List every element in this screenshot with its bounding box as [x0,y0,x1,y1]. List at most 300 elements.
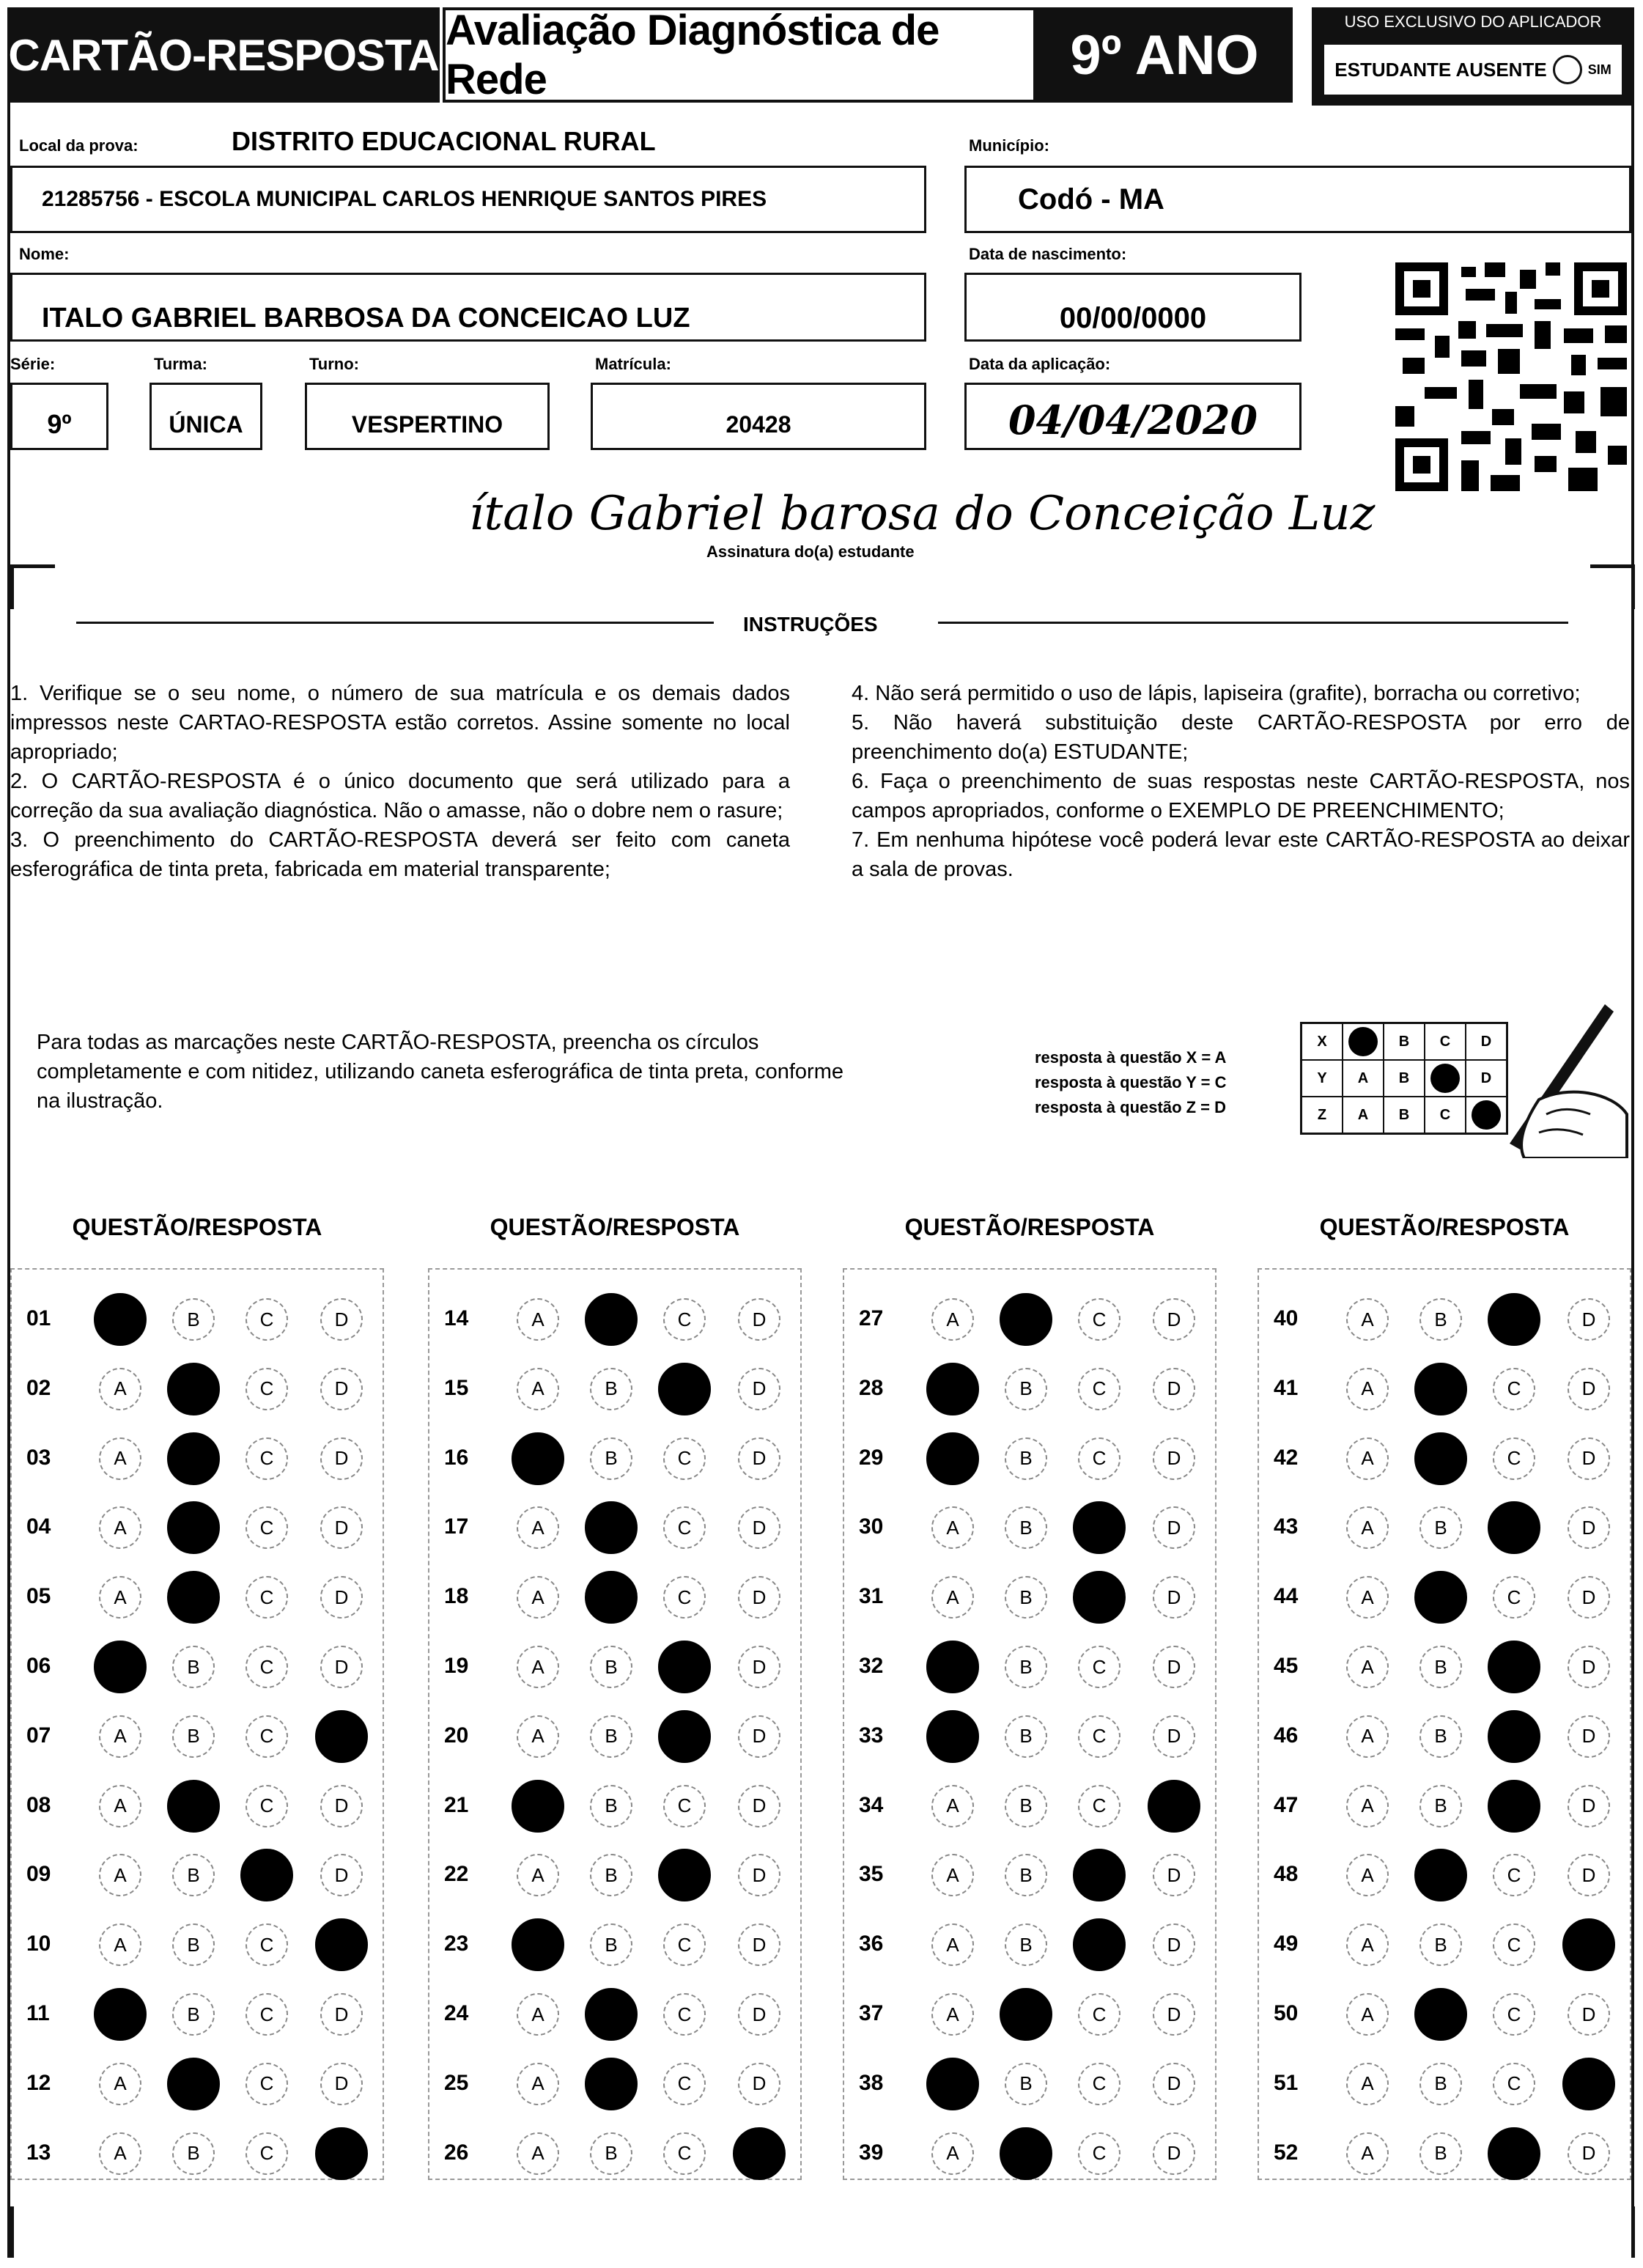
answer-bubble[interactable] [172,1854,215,1896]
answer-bubble[interactable] [1493,2063,1535,2105]
answer-bubble[interactable] [245,1368,288,1410]
answer-bubble[interactable] [245,2132,288,2175]
answer-option-letter: B [1434,1516,1447,1539]
answer-bubble[interactable] [1346,1437,1389,1480]
answer-bubble[interactable] [245,1646,288,1688]
answer-bubble[interactable] [1568,1854,1610,1896]
answer-option-letter: D [1167,2072,1181,2095]
answer-bubble[interactable] [1346,1646,1389,1688]
answer-bubble[interactable] [738,1923,780,1966]
answer-bubble[interactable] [1078,1298,1120,1341]
answer-bubble-filled[interactable] [585,2058,638,2110]
example-filled-dot [1348,1027,1378,1056]
answer-bubble[interactable] [517,2132,559,2175]
answer-bubble-filled[interactable] [1488,1710,1540,1763]
answer-bubble-filled[interactable] [1000,1293,1052,1346]
example-option: C [1439,1033,1451,1050]
answer-option-letter: D [752,1447,767,1470]
answer-bubble[interactable] [1346,1576,1389,1619]
question-number: 19 [444,1654,469,1678]
answer-bubble[interactable] [1493,1437,1535,1480]
answer-bubble-filled[interactable] [926,1641,979,1693]
answer-bubble[interactable] [738,2063,780,2105]
answer-option-letter: B [1019,1655,1033,1678]
answer-bubble[interactable] [738,1785,780,1827]
answer-bubble-filled[interactable] [1562,1918,1615,1971]
instruction-5: 5. Não haverá substituição deste CARTÃO-RESPOSTA por erro de preenchimento do(a) ESTUDANTE; [852,711,1630,764]
answer-bubble[interactable] [1419,1785,1462,1827]
answer-option-letter: A [531,1863,544,1886]
card-title: CARTÃO-RESPOSTA [7,7,440,103]
answer-bubble-filled[interactable] [167,2058,220,2110]
answer-option-letter: C [1092,1725,1107,1748]
question-number: 10 [26,1932,51,1956]
answer-option-letter: A [531,2072,544,2095]
answer-bubble-filled[interactable] [512,1780,564,1833]
example-filled-dot [1430,1064,1460,1093]
answer-option-letter: C [1092,1308,1107,1330]
answer-bubble[interactable] [1419,1506,1462,1549]
answer-bubble[interactable] [245,1506,288,1549]
answer-bubble[interactable] [1568,1715,1610,1758]
answer-bubble[interactable] [245,1785,288,1827]
answer-bubble[interactable] [320,1368,363,1410]
example-option: B [1398,1069,1410,1086]
answer-bubble[interactable] [738,1437,780,1480]
answer-bubble[interactable] [738,1993,780,2036]
answer-bubble[interactable] [1346,1298,1389,1341]
answer-bubble-filled[interactable] [1000,2127,1052,2180]
answer-bubble[interactable] [1153,1854,1195,1896]
answer-bubble[interactable] [99,1785,141,1827]
answer-option-letter: B [1019,1863,1033,1886]
answer-bubble-filled[interactable] [315,2127,368,2180]
answer-bubble[interactable] [172,2132,215,2175]
answer-option-letter: D [1581,1794,1596,1817]
answer-bubble[interactable] [245,1576,288,1619]
answer-bubble[interactable] [590,1646,632,1688]
answer-bubble[interactable] [1568,1368,1610,1410]
answer-bubble[interactable] [1493,1923,1535,1966]
answer-bubble[interactable] [245,2063,288,2105]
example-row [1302,1097,1507,1134]
answer-bubble[interactable] [931,1923,974,1966]
answer-bubble[interactable] [738,1715,780,1758]
question-number: 16 [444,1445,469,1470]
answer-bubble[interactable] [738,1854,780,1896]
answer-bubble[interactable] [1078,2132,1120,2175]
answer-bubble-filled[interactable] [94,1641,147,1693]
answer-bubble-filled[interactable] [1414,1849,1467,1901]
answer-bubble[interactable] [99,2132,141,2175]
question-number: 15 [444,1375,469,1400]
answer-bubble[interactable] [1078,1646,1120,1688]
instr-rule-left [76,622,714,624]
answer-bubble[interactable] [1005,2063,1047,2105]
question-number: 30 [859,1514,884,1539]
answer-bubble[interactable] [1005,1437,1047,1480]
municipio-field [964,166,1631,233]
signature-label: Assinatura do(a) estudante [706,542,915,561]
answer-bubble[interactable] [1153,2063,1195,2105]
answer-bubble[interactable] [1153,1298,1195,1341]
answer-bubble[interactable] [1078,1437,1120,1480]
answer-bubble[interactable] [1568,1646,1610,1688]
answer-bubble[interactable] [1078,2063,1120,2105]
answer-bubble[interactable] [99,1437,141,1480]
example-legend-z: resposta à questão Z = D [1035,1098,1227,1116]
answer-bubble-filled[interactable] [512,1432,564,1485]
answer-option-letter: C [259,1586,274,1608]
answer-bubble-filled[interactable] [240,1849,293,1901]
answer-bubble[interactable] [1568,1506,1610,1549]
absent-label: ESTUDANTE AUSENTE [1334,58,1547,81]
answer-bubble[interactable] [1346,1854,1389,1896]
answer-bubble[interactable] [663,2063,706,2105]
answer-bubble[interactable] [931,1854,974,1896]
answer-bubble[interactable] [738,1298,780,1341]
answer-bubble[interactable] [320,1854,363,1896]
answer-bubble[interactable] [1568,1437,1610,1480]
answer-bubble[interactable] [1346,2132,1389,2175]
answer-option-letter: D [1167,1516,1181,1539]
answer-bubble-filled[interactable] [658,1849,711,1901]
answer-bubble[interactable] [1153,1506,1195,1549]
answer-bubble[interactable] [1153,1368,1195,1410]
answer-bubble[interactable] [590,1923,632,1966]
answer-bubble[interactable] [1568,1993,1610,2036]
question-number: 49 [1274,1932,1299,1956]
answer-bubble-filled[interactable] [167,1363,220,1415]
question-number: 52 [1274,2140,1299,2165]
absent-bubble[interactable] [1553,55,1582,84]
answer-bubble[interactable] [517,1368,559,1410]
answer-bubble-filled[interactable] [585,1293,638,1346]
answer-bubble[interactable] [931,1298,974,1341]
answer-bubble[interactable] [663,1437,706,1480]
answer-option-letter: A [1361,1377,1374,1400]
answer-option-letter: B [187,2142,200,2165]
answer-bubble-filled[interactable] [1488,1501,1540,1554]
question-number: 39 [859,2140,884,2165]
answer-bubble-filled[interactable] [585,1571,638,1624]
question-number: 22 [444,1862,469,1887]
answer-bubble[interactable] [738,1646,780,1688]
answer-bubble-filled[interactable] [926,1432,979,1485]
answer-bubble[interactable] [517,1298,559,1341]
answer-bubble[interactable] [1346,1923,1389,1966]
answer-bubble[interactable] [931,1576,974,1619]
answer-bubble[interactable] [172,1646,215,1688]
answer-bubble[interactable] [590,1368,632,1410]
answer-bubble[interactable] [517,1715,559,1758]
answer-bubble[interactable] [99,1715,141,1758]
answer-bubble[interactable] [1419,2063,1462,2105]
example-row-label: Y [1302,1060,1343,1097]
answer-bubble-filled[interactable] [167,1501,220,1554]
nascimento-label: Data de nascimento: [969,245,1127,263]
answer-bubble-filled[interactable] [1488,1293,1540,1346]
answer-bubble[interactable] [931,1993,974,2036]
answer-bubble[interactable] [1153,1993,1195,2036]
answer-option-letter: A [946,1794,959,1817]
answer-bubble[interactable] [738,1506,780,1549]
answer-bubble[interactable] [590,2132,632,2175]
answer-bubble[interactable] [1346,1785,1389,1827]
nome-label: Nome: [19,245,70,263]
answer-option-letter: D [1581,1725,1596,1748]
answer-bubble[interactable] [99,1506,141,1549]
answer-option-letter: A [1361,1725,1374,1748]
answer-bubble[interactable] [245,1715,288,1758]
answer-bubble[interactable] [1419,1646,1462,1688]
answer-option-letter: A [946,1308,959,1330]
answer-bubble[interactable] [1153,2132,1195,2175]
answer-bubble[interactable] [320,2063,363,2105]
answer-bubble[interactable] [663,1993,706,2036]
answer-bubble[interactable] [1419,2132,1462,2175]
question-number: 25 [444,2070,469,2095]
answer-option-letter: C [1092,2072,1107,2095]
answer-bubble-filled[interactable] [512,1918,564,1971]
answer-option-letter: B [1434,1308,1447,1330]
answer-bubble-filled[interactable] [94,1988,147,2041]
answer-bubble[interactable] [590,1437,632,1480]
answer-bubble-filled[interactable] [1000,1988,1052,2041]
answer-bubble[interactable] [517,1854,559,1896]
local-label: Local da prova: [19,136,139,155]
example-bubble [1425,1097,1466,1134]
answer-option-letter: D [1167,1586,1181,1608]
answer-bubble[interactable] [1346,1368,1389,1410]
answer-bubble[interactable] [1005,1785,1047,1827]
answer-bubble[interactable] [663,1923,706,1966]
answer-bubble-filled[interactable] [1562,2058,1615,2110]
answer-bubble[interactable] [1005,1646,1047,1688]
answer-bubble-filled[interactable] [733,2127,786,2180]
answer-bubble[interactable] [99,1576,141,1619]
answer-bubble[interactable] [1153,1646,1195,1688]
answer-bubble[interactable] [99,1368,141,1410]
answer-bubble[interactable] [1153,1715,1195,1758]
answer-option-letter: B [1019,1516,1033,1539]
answer-bubble-filled[interactable] [1414,1432,1467,1485]
answer-option-letter: C [1507,1933,1521,1956]
answer-option-letter: A [1361,2003,1374,2025]
answer-option-letter: D [1581,1586,1596,1608]
answer-bubble[interactable] [320,1646,363,1688]
answer-bubble[interactable] [1346,2063,1389,2105]
answer-bubble[interactable] [320,1576,363,1619]
answer-option-letter: D [1167,1863,1181,1886]
absent-option: SIM [1587,62,1611,77]
answer-bubble[interactable] [1005,1923,1047,1966]
example-row-label: X [1302,1023,1343,1061]
answer-option-letter: D [334,1447,349,1470]
column-title: QUESTÃO/RESPOSTA [1319,1214,1570,1240]
answer-option-letter: A [1361,2072,1374,2095]
answer-bubble[interactable] [1493,1368,1535,1410]
answer-bubble-filled[interactable] [1073,1501,1126,1554]
instructions-left [10,679,790,884]
answer-bubble[interactable] [1153,1437,1195,1480]
answer-bubble[interactable] [590,1854,632,1896]
answer-option-letter: B [605,1655,618,1678]
answer-bubble-filled[interactable] [1488,2127,1540,2180]
answer-option-letter: A [1361,1794,1374,1817]
answer-bubble[interactable] [172,1715,215,1758]
answer-bubble[interactable] [320,1993,363,2036]
answer-bubble-filled[interactable] [1073,1571,1126,1624]
answer-bubble[interactable] [517,2063,559,2105]
answer-option-letter: D [1167,1655,1181,1678]
answer-bubble[interactable] [1005,1576,1047,1619]
aplicacao-label: Data da aplicação: [969,355,1111,373]
question-number: 14 [444,1306,469,1330]
answer-bubble[interactable] [1078,1993,1120,2036]
instructions-title: INSTRUÇÕES [743,613,878,636]
answer-bubble[interactable] [1493,1854,1535,1896]
answer-bubble-filled[interactable] [658,1641,711,1693]
answer-bubble[interactable] [517,1993,559,2036]
answer-bubble[interactable] [99,2063,141,2105]
question-number: 24 [444,2001,469,2025]
answer-option-letter: D [334,1863,349,1886]
question-number: 20 [444,1723,469,1748]
answer-bubble[interactable] [663,1785,706,1827]
answer-bubble[interactable] [1153,1923,1195,1966]
answer-bubble[interactable] [738,1368,780,1410]
example-bubble [1343,1060,1384,1097]
answer-bubble[interactable] [517,1576,559,1619]
answer-bubble[interactable] [1568,1298,1610,1341]
answer-bubble[interactable] [1568,2132,1610,2175]
answer-bubble-filled[interactable] [315,1710,368,1763]
answer-bubble-filled[interactable] [315,1918,368,1971]
answer-bubble[interactable] [320,1437,363,1480]
answer-bubble-filled[interactable] [658,1363,711,1415]
answer-bubble[interactable] [1419,1298,1462,1341]
answer-option-letter: C [677,1933,692,1956]
answer-bubble-filled[interactable] [926,1710,979,1763]
answer-bubble[interactable] [320,1785,363,1827]
answer-bubble[interactable] [1005,1506,1047,1549]
answer-bubble[interactable] [517,1646,559,1688]
answer-bubble[interactable] [1005,1368,1047,1410]
answer-bubble[interactable] [738,1576,780,1619]
answer-option-letter: A [531,1655,544,1678]
answer-bubble-filled[interactable] [1488,1641,1540,1693]
answer-bubble-filled[interactable] [1414,1988,1467,2041]
answer-bubble-filled[interactable] [658,1710,711,1763]
answer-bubble[interactable] [1346,1715,1389,1758]
answer-bubble-filled[interactable] [1414,1363,1467,1415]
answer-bubble[interactable] [1005,1854,1047,1896]
answer-bubble-filled[interactable] [1073,1849,1126,1901]
answer-option-letter: D [752,1655,767,1678]
answer-bubble-filled[interactable] [94,1293,147,1346]
answer-bubble[interactable] [245,1993,288,2036]
answer-bubble[interactable] [172,1298,215,1341]
answer-bubble[interactable] [99,1854,141,1896]
answer-bubble-filled[interactable] [585,1988,638,2041]
answer-bubble[interactable] [590,1785,632,1827]
answer-bubble[interactable] [1493,1993,1535,2036]
answer-bubble[interactable] [931,2132,974,2175]
answer-bubble[interactable] [1078,1785,1120,1827]
answer-bubble[interactable] [320,1506,363,1549]
answer-bubble-filled[interactable] [167,1432,220,1485]
answer-bubble[interactable] [1568,1576,1610,1619]
answer-bubble[interactable] [1078,1368,1120,1410]
corner-bottom-left [10,2206,21,2258]
answer-bubble-filled[interactable] [1414,1571,1467,1624]
answer-bubble-filled[interactable] [926,2058,979,2110]
answer-bubble-filled[interactable] [167,1571,220,1624]
answer-bubble[interactable] [172,1993,215,2036]
answer-bubble[interactable] [245,1298,288,1341]
turma-label: Turma: [154,355,207,373]
answer-option-letter: C [1507,1586,1521,1608]
answer-bubble[interactable] [1419,1715,1462,1758]
example-bubble [1425,1060,1466,1097]
example-option: B [1398,1106,1410,1123]
answer-bubble[interactable] [99,1923,141,1966]
answer-option-letter: C [677,1447,692,1470]
answer-bubble-filled[interactable] [1073,1918,1126,1971]
answer-bubble[interactable] [931,1785,974,1827]
answer-bubble-filled[interactable] [1488,1780,1540,1833]
answer-bubble[interactable] [1005,1715,1047,1758]
answer-bubble[interactable] [320,1298,363,1341]
answer-bubble-filled[interactable] [926,1363,979,1415]
answer-bubble[interactable] [517,1506,559,1549]
answer-option-letter: A [531,2003,544,2025]
answer-bubble[interactable] [245,1923,288,1966]
answer-bubble[interactable] [1346,1993,1389,2036]
answer-option-letter: B [187,1655,200,1678]
answer-option-letter: A [946,2142,959,2165]
answer-bubble[interactable] [1493,1576,1535,1619]
answer-option-letter: B [187,1933,200,1956]
answer-option-letter: D [1167,2003,1181,2025]
answer-bubble[interactable] [663,1298,706,1341]
answer-option-letter: B [187,1308,200,1330]
answer-bubble[interactable] [1346,1506,1389,1549]
answer-bubble[interactable] [1568,1785,1610,1827]
answer-bubble[interactable] [245,1437,288,1480]
answer-bubble-filled[interactable] [167,1780,220,1833]
aplicacao-field[interactable] [964,383,1302,450]
answer-bubble[interactable] [1419,1923,1462,1966]
answer-bubble[interactable] [1078,1715,1120,1758]
answer-bubble[interactable] [663,1506,706,1549]
answer-bubble[interactable] [172,1923,215,1966]
answer-option-letter: D [752,1516,767,1539]
answer-option-letter: B [605,1725,618,1748]
answer-bubble[interactable] [590,1715,632,1758]
answer-bubble-filled[interactable] [585,1501,638,1554]
answer-bubble[interactable] [931,1506,974,1549]
answer-bubble[interactable] [1153,1576,1195,1619]
question-number: 48 [1274,1862,1299,1887]
answer-bubble[interactable] [663,2132,706,2175]
answer-bubble-filled[interactable] [1148,1780,1200,1833]
answer-option-letter: C [677,2072,692,2095]
answer-bubble[interactable] [663,1576,706,1619]
example-legend-y: resposta à questão Y = C [1035,1073,1227,1091]
answer-option-letter: C [1507,1447,1521,1470]
